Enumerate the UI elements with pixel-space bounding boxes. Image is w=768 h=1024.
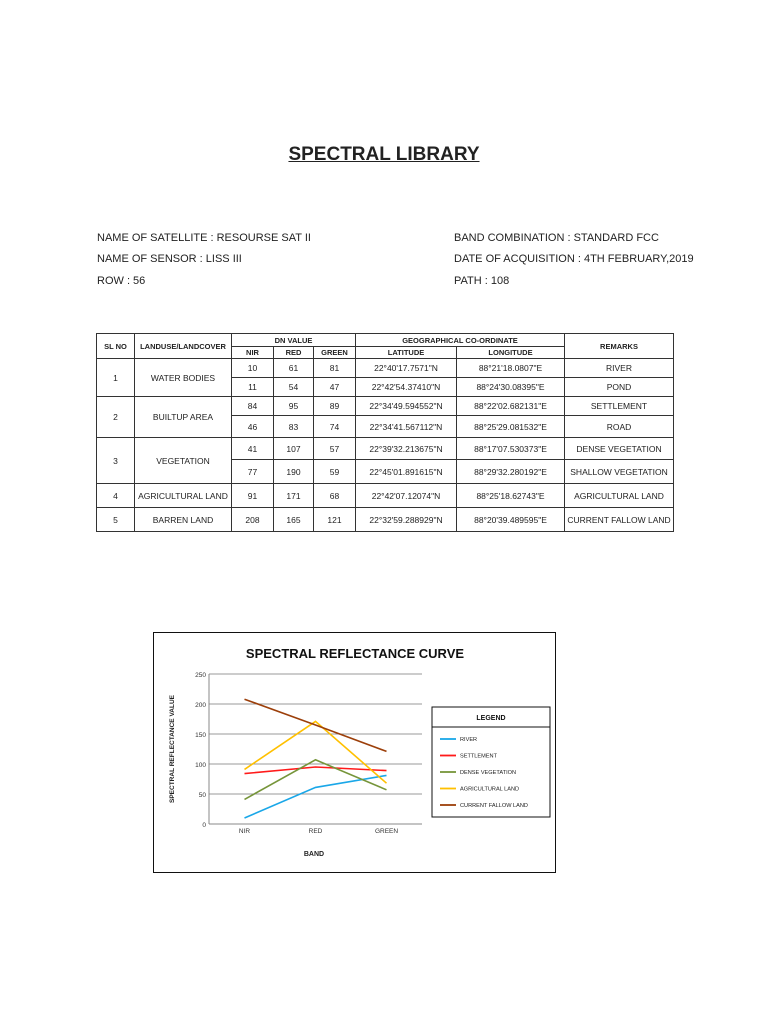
table-row <box>97 397 674 416</box>
sl-cell: 3 <box>97 438 135 484</box>
nir-cell: 46 <box>232 416 274 438</box>
table-row <box>97 508 674 532</box>
y-tick-label: 50 <box>198 792 206 799</box>
series-line-river <box>245 775 387 818</box>
nir-cell: 91 <box>232 484 274 508</box>
longitude-cell: 88°25'29.081532"E <box>457 416 565 438</box>
legend-entry: DENSE VEGETATION <box>460 770 517 776</box>
legend-box <box>432 707 550 817</box>
header-red: RED <box>274 347 314 359</box>
green-cell: 68 <box>314 484 356 508</box>
legend-entry: SETTLEMENT <box>460 753 497 760</box>
red-cell: 171 <box>274 484 314 508</box>
nir-cell: 41 <box>232 438 274 460</box>
table-row <box>97 484 674 508</box>
sl-cell: 2 <box>97 397 135 438</box>
row-number: ROW : 56 <box>97 275 146 287</box>
longitude-cell: 88°22'02.682131"E <box>457 397 565 416</box>
y-tick-label: 150 <box>195 732 206 739</box>
longitude-cell: 88°24'30.08395"E <box>457 378 565 397</box>
landuse-cell: VEGETATION <box>135 438 232 484</box>
sl-cell: 5 <box>97 508 135 532</box>
landuse-cell: WATER BODIES <box>135 359 232 397</box>
remarks-cell: SHALLOW VEGETATION <box>565 460 674 484</box>
legend-entry: RIVER <box>460 737 478 743</box>
header-landuse: LANDUSE/LANDCOVER <box>135 334 232 359</box>
latitude-cell: 22°39'32.213675"N <box>356 438 457 460</box>
header-nir: NIR <box>232 347 274 359</box>
chart-svg <box>154 633 557 874</box>
series-line-settlement <box>245 767 387 774</box>
remarks-cell: RIVER <box>565 359 674 378</box>
landuse-cell: AGRICULTURAL LAND <box>135 484 232 508</box>
table-row <box>97 438 674 460</box>
nir-cell: 84 <box>232 397 274 416</box>
latitude-cell: 22°45'01.891615"N <box>356 460 457 484</box>
y-axis-label: SPECTRAL REFLECTANCE VALUE <box>169 695 176 803</box>
nir-cell: 77 <box>232 460 274 484</box>
path-number: PATH : 108 <box>454 275 510 287</box>
header-lat: LATITUDE <box>356 347 457 359</box>
spectral-chart <box>153 632 556 873</box>
remarks-cell: POND <box>565 378 674 397</box>
spectral-table <box>96 333 674 532</box>
red-cell: 107 <box>274 438 314 460</box>
header-green: GREEN <box>314 347 356 359</box>
satellite-name: NAME OF SATELLITE : RESOURSE SAT II <box>97 232 311 244</box>
remarks-cell: DENSE VEGETATION <box>565 438 674 460</box>
series-line-agricultural-land <box>245 721 387 783</box>
latitude-cell: 22°34'41.567112"N <box>356 416 457 438</box>
nir-cell: 10 <box>232 359 274 378</box>
longitude-cell: 88°20'39.489595"E <box>457 508 565 532</box>
red-cell: 190 <box>274 460 314 484</box>
latitude-cell: 22°34'49.594552"N <box>356 397 457 416</box>
series-line-current-fallow-land <box>245 699 387 751</box>
sensor-name: NAME OF SENSOR : LISS III <box>97 253 242 265</box>
y-tick-label: 250 <box>195 672 206 679</box>
nir-cell: 208 <box>232 508 274 532</box>
remarks-cell: ROAD <box>565 416 674 438</box>
y-tick-label: 0 <box>202 822 206 829</box>
header-geo: GEOGRAPHICAL CO-ORDINATE <box>356 334 565 347</box>
acquisition-date: DATE OF ACQUISITION : 4TH FEBRUARY,2019 <box>454 253 694 265</box>
sl-cell: 1 <box>97 359 135 397</box>
x-axis-label: BAND <box>303 851 325 858</box>
x-tick-label: GREEN <box>374 828 399 835</box>
landuse-cell: BUILTUP AREA <box>135 397 232 438</box>
sl-cell: 4 <box>97 484 135 508</box>
latitude-cell: 22°42'07.12074"N <box>356 484 457 508</box>
latitude-cell: 22°42'54.37410"N <box>356 378 457 397</box>
green-cell: 121 <box>314 508 356 532</box>
header-lon: LONGITUDE <box>457 347 565 359</box>
latitude-cell: 22°32'59.288929"N <box>356 508 457 532</box>
green-cell: 47 <box>314 378 356 397</box>
landuse-cell: BARREN LAND <box>135 508 232 532</box>
red-cell: 95 <box>274 397 314 416</box>
red-cell: 54 <box>274 378 314 397</box>
green-cell: 74 <box>314 416 356 438</box>
table-row <box>97 359 674 378</box>
red-cell: 165 <box>274 508 314 532</box>
remarks-cell: SETTLEMENT <box>565 397 674 416</box>
remarks-cell: AGRICULTURAL LAND <box>565 484 674 508</box>
legend-entry: CURRENT FALLOW LAND <box>460 803 528 809</box>
x-tick-label: NIR <box>238 828 251 835</box>
y-tick-label: 200 <box>195 702 206 709</box>
red-cell: 83 <box>274 416 314 438</box>
latitude-cell: 22°40'17.7571"N <box>356 359 457 378</box>
green-cell: 59 <box>314 460 356 484</box>
nir-cell: 11 <box>232 378 274 397</box>
chart-title: SPECTRAL REFLECTANCE CURVE <box>245 646 465 661</box>
longitude-cell: 88°25'18.62743"E <box>457 484 565 508</box>
green-cell: 89 <box>314 397 356 416</box>
green-cell: 81 <box>314 359 356 378</box>
legend-entry: AGRICULTURAL LAND <box>460 786 520 793</box>
header-dn: DN VALUE <box>232 334 356 347</box>
band-combination: BAND COMBINATION : STANDARD FCC <box>454 232 659 244</box>
longitude-cell: 88°21'18.0807"E <box>457 359 565 378</box>
header-remarks: REMARKS <box>565 334 674 359</box>
legend-title: LEGEND <box>476 715 506 722</box>
header-sl: SL NO <box>97 334 135 359</box>
y-tick-label: 100 <box>195 762 206 769</box>
page-title: SPECTRAL LIBRARY <box>288 144 480 165</box>
x-tick-label: RED <box>308 828 323 835</box>
green-cell: 57 <box>314 438 356 460</box>
remarks-cell: CURRENT FALLOW LAND <box>565 508 674 532</box>
longitude-cell: 88°29'32.280192"E <box>457 460 565 484</box>
longitude-cell: 88°17'07.530373"E <box>457 438 565 460</box>
red-cell: 61 <box>274 359 314 378</box>
